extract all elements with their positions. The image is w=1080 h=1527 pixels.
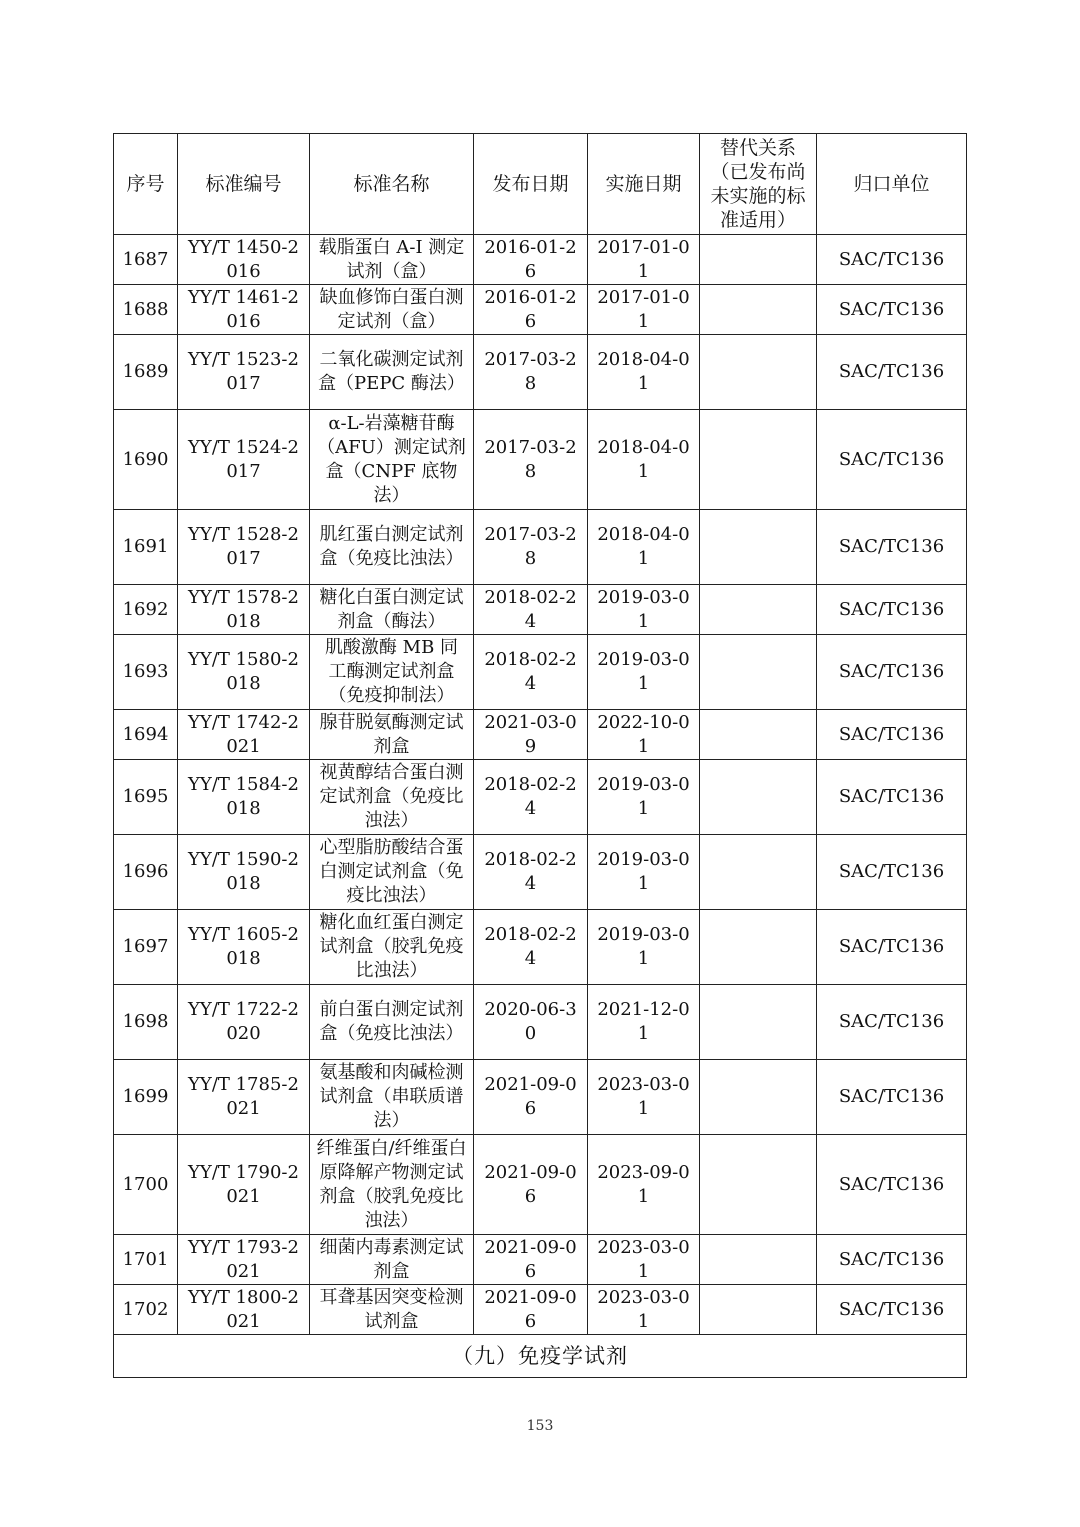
cell-replacement [700, 335, 817, 410]
cell-code: YY/T 1584-2018 [178, 760, 310, 835]
cell-seq: 1691 [114, 510, 178, 585]
cell-unit: SAC/TC136 [817, 335, 967, 410]
cell-seq: 1697 [114, 910, 178, 985]
cell-name: α-L-岩藻糖苷酶（AFU）测定试剂盒（CNPF 底物法） [310, 410, 474, 510]
cell-replacement [700, 235, 817, 285]
cell-implement-date: 2021-12-01 [588, 985, 700, 1060]
cell-unit: SAC/TC136 [817, 835, 967, 910]
cell-unit: SAC/TC136 [817, 1135, 967, 1235]
cell-name: 缺血修饰白蛋白测定试剂（盒） [310, 285, 474, 335]
cell-seq: 1693 [114, 635, 178, 710]
cell-implement-date: 2018-04-01 [588, 335, 700, 410]
section-row [114, 1335, 967, 1378]
cell-code: YY/T 1578-2018 [178, 585, 310, 635]
cell-seq: 1695 [114, 760, 178, 835]
cell-replacement [700, 1285, 817, 1335]
cell-name: 载脂蛋白 A-I 测定试剂（盒） [310, 235, 474, 285]
cell-unit: SAC/TC136 [817, 760, 967, 835]
cell-publish-date: 2021-09-06 [474, 1060, 588, 1135]
cell-publish-date: 2017-03-28 [474, 335, 588, 410]
table-row [114, 910, 967, 985]
cell-seq: 1698 [114, 985, 178, 1060]
cell-replacement [700, 710, 817, 760]
cell-unit: SAC/TC136 [817, 510, 967, 585]
cell-publish-date: 2021-09-06 [474, 1235, 588, 1285]
cell-code: YY/T 1523-2017 [178, 335, 310, 410]
cell-unit: SAC/TC136 [817, 285, 967, 335]
cell-unit: SAC/TC136 [817, 710, 967, 760]
cell-seq: 1689 [114, 335, 178, 410]
cell-implement-date: 2023-03-01 [588, 1060, 700, 1135]
cell-name: 肌红蛋白测定试剂盒（免疫比浊法） [310, 510, 474, 585]
cell-replacement [700, 835, 817, 910]
cell-replacement [700, 1060, 817, 1135]
cell-publish-date: 2017-03-28 [474, 510, 588, 585]
cell-unit: SAC/TC136 [817, 235, 967, 285]
header-name: 标准名称 [310, 134, 474, 235]
cell-implement-date: 2017-01-01 [588, 235, 700, 285]
cell-seq: 1696 [114, 835, 178, 910]
header-seq: 序号 [114, 134, 178, 235]
table-row [114, 410, 967, 510]
cell-code: YY/T 1590-2018 [178, 835, 310, 910]
cell-seq: 1701 [114, 1235, 178, 1285]
cell-implement-date: 2023-03-01 [588, 1235, 700, 1285]
cell-replacement [700, 510, 817, 585]
cell-code: YY/T 1580-2018 [178, 635, 310, 710]
cell-publish-date: 2021-09-06 [474, 1135, 588, 1235]
cell-name: 肌酸激酶 MB 同工酶测定试剂盒（免疫抑制法） [310, 635, 474, 710]
cell-replacement [700, 635, 817, 710]
cell-implement-date: 2019-03-01 [588, 760, 700, 835]
cell-publish-date: 2016-01-26 [474, 285, 588, 335]
cell-name: 氨基酸和肉碱检测试剂盒（串联质谱法） [310, 1060, 474, 1135]
cell-unit: SAC/TC136 [817, 1235, 967, 1285]
cell-replacement [700, 760, 817, 835]
header-code: 标准编号 [178, 134, 310, 235]
cell-name: 心型脂肪酸结合蛋白测定试剂盒（免疫比浊法） [310, 835, 474, 910]
cell-replacement [700, 585, 817, 635]
table-row [114, 1060, 967, 1135]
table-row [114, 510, 967, 585]
table-row [114, 710, 967, 760]
cell-code: YY/T 1790-2021 [178, 1135, 310, 1235]
cell-code: YY/T 1793-2021 [178, 1235, 310, 1285]
table-row [114, 835, 967, 910]
cell-name: 腺苷脱氨酶测定试剂盒 [310, 710, 474, 760]
cell-unit: SAC/TC136 [817, 910, 967, 985]
cell-name: 糖化白蛋白测定试剂盒（酶法） [310, 585, 474, 635]
cell-code: YY/T 1524-2017 [178, 410, 310, 510]
cell-replacement [700, 285, 817, 335]
cell-name: 细菌内毒素测定试剂盒 [310, 1235, 474, 1285]
cell-publish-date: 2020-06-30 [474, 985, 588, 1060]
cell-code: YY/T 1605-2018 [178, 910, 310, 985]
cell-code: YY/T 1450-2016 [178, 235, 310, 285]
cell-name: 纤维蛋白/纤维蛋白原降解产物测定试剂盒（胶乳免疫比浊法） [310, 1135, 474, 1235]
table-row [114, 335, 967, 410]
cell-code: YY/T 1800-2021 [178, 1285, 310, 1335]
cell-replacement [700, 1235, 817, 1285]
table-row [114, 760, 967, 835]
table-header-row [114, 134, 967, 235]
table-row [114, 1285, 967, 1335]
cell-code: YY/T 1742-2021 [178, 710, 310, 760]
cell-unit: SAC/TC136 [817, 410, 967, 510]
cell-implement-date: 2019-03-01 [588, 635, 700, 710]
cell-seq: 1700 [114, 1135, 178, 1235]
cell-implement-date: 2019-03-01 [588, 585, 700, 635]
cell-implement-date: 2023-09-01 [588, 1135, 700, 1235]
page-number: 153 [526, 1418, 554, 1434]
cell-name: 糖化血红蛋白测定试剂盒（胶乳免疫比浊法） [310, 910, 474, 985]
cell-replacement [700, 410, 817, 510]
cell-implement-date: 2022-10-01 [588, 710, 700, 760]
cell-replacement [700, 910, 817, 985]
cell-name: 视黄醇结合蛋白测定试剂盒（免疫比浊法） [310, 760, 474, 835]
table-row [114, 235, 967, 285]
cell-seq: 1694 [114, 710, 178, 760]
cell-code: YY/T 1785-2021 [178, 1060, 310, 1135]
header-unit: 归口单位 [817, 134, 967, 235]
table-row [114, 1135, 967, 1235]
cell-seq: 1692 [114, 585, 178, 635]
standards-table [113, 133, 967, 1378]
table-row [114, 635, 967, 710]
cell-implement-date: 2019-03-01 [588, 910, 700, 985]
cell-code: YY/T 1461-2016 [178, 285, 310, 335]
table-row [114, 285, 967, 335]
cell-seq: 1688 [114, 285, 178, 335]
cell-name: 耳聋基因突变检测试剂盒 [310, 1285, 474, 1335]
cell-seq: 1690 [114, 410, 178, 510]
table-row [114, 985, 967, 1060]
cell-code: YY/T 1528-2017 [178, 510, 310, 585]
cell-publish-date: 2016-01-26 [474, 235, 588, 285]
header-replacement: 替代关系（已发布尚未实施的标准适用） [700, 134, 817, 235]
cell-unit: SAC/TC136 [817, 635, 967, 710]
cell-publish-date: 2017-03-28 [474, 410, 588, 510]
cell-replacement [700, 1135, 817, 1235]
cell-replacement [700, 985, 817, 1060]
header-implement-date: 实施日期 [588, 134, 700, 235]
cell-code: YY/T 1722-2020 [178, 985, 310, 1060]
cell-unit: SAC/TC136 [817, 985, 967, 1060]
cell-publish-date: 2018-02-24 [474, 585, 588, 635]
cell-implement-date: 2017-01-01 [588, 285, 700, 335]
cell-implement-date: 2023-03-01 [588, 1285, 700, 1335]
cell-publish-date: 2021-09-06 [474, 1285, 588, 1335]
cell-seq: 1702 [114, 1285, 178, 1335]
cell-publish-date: 2018-02-24 [474, 635, 588, 710]
cell-publish-date: 2018-02-24 [474, 910, 588, 985]
section-title: （九）免疫学试剂 [114, 1335, 967, 1378]
header-publish-date: 发布日期 [474, 134, 588, 235]
cell-publish-date: 2021-03-09 [474, 710, 588, 760]
cell-publish-date: 2018-02-24 [474, 835, 588, 910]
table-row [114, 1235, 967, 1285]
cell-implement-date: 2018-04-01 [588, 510, 700, 585]
cell-implement-date: 2018-04-01 [588, 410, 700, 510]
cell-publish-date: 2018-02-24 [474, 760, 588, 835]
cell-seq: 1699 [114, 1060, 178, 1135]
cell-unit: SAC/TC136 [817, 1285, 967, 1335]
cell-name: 前白蛋白测定试剂盒（免疫比浊法） [310, 985, 474, 1060]
cell-seq: 1687 [114, 235, 178, 285]
table-body [114, 235, 967, 1335]
cell-implement-date: 2019-03-01 [588, 835, 700, 910]
cell-name: 二氧化碳测定试剂盒（PEPC 酶法） [310, 335, 474, 410]
table-row [114, 585, 967, 635]
cell-unit: SAC/TC136 [817, 585, 967, 635]
cell-unit: SAC/TC136 [817, 1060, 967, 1135]
